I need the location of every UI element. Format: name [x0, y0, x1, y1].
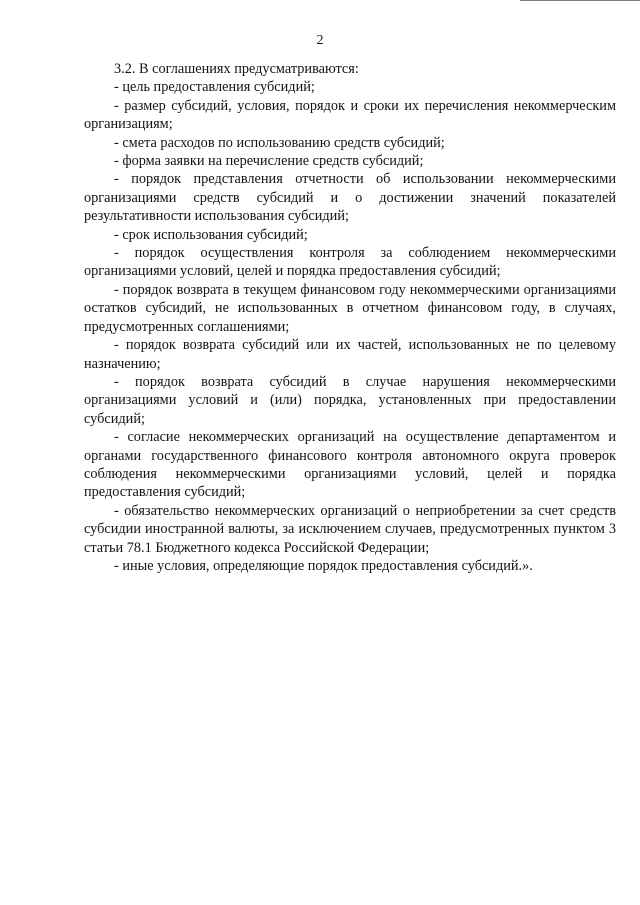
list-item-currency-obligation: - обязательство некоммерческих организаций о неприобретении за счет средств субсидии иностранной валюты, за исключением случаев, предусмотренных пунктом 3 статьи 78.1 Бюджетного кодекса Российской Федерации; [84, 502, 616, 556]
list-item-control: - порядок осуществления контроля за соблюдением некоммерческими организациями условий, целей и порядка предоставления субсидий; [84, 245, 616, 280]
list-item-request-form: - форма заявки на перечисление средств субсидий; [114, 153, 424, 170]
list-item-other-conditions: - иные условия, определяющие порядок предоставления субсидий.». [114, 557, 533, 574]
document-body [84, 60, 616, 575]
list-item-return-violation: - порядок возврата субсидий в случае нарушения некоммерческими организациями условий и (или) порядка, установленных при предоставлении субсидий; [84, 373, 616, 427]
list-item-return-remainders: - порядок возврата в текущем финансовом году некоммерческими организациями остатков субсидий, не использованных в отчетном финансовом году, в случаях, предусмотренных соглашениями; [84, 281, 616, 335]
list-item-expense-estimate: - смета расходов по использованию средств субсидий; [114, 134, 445, 151]
page-number: 2 [316, 33, 324, 48]
list-item-inspection-consent: - согласие некоммерческих организаций на осуществление департаментом и органами государственного финансового контроля автономного округа проверок соблюдения некоммерческими организациями условий, целей и порядка предоставления субсидий; [84, 429, 616, 501]
list-item-usage-term: - срок использования субсидий; [114, 226, 308, 243]
list-item-amount-and-terms: - размер субсидий, условия, порядок и сроки их перечисления некоммерческим организациям; [84, 97, 616, 133]
list-item-return-misused: - порядок возврата субсидий или их частей, использованных не по целевому назначению; [84, 337, 616, 372]
scan-edge-line [520, 0, 640, 1]
list-item-goal: - цель предоставления субсидий; [114, 79, 315, 96]
list-item-reporting: - порядок представления отчетности об использовании некоммерческими организациями средств субсидий и о достижении значений показателей результативности использования субсидий; [84, 171, 616, 225]
section-heading: 3.2. В соглашениях предусматриваются: [114, 61, 359, 77]
